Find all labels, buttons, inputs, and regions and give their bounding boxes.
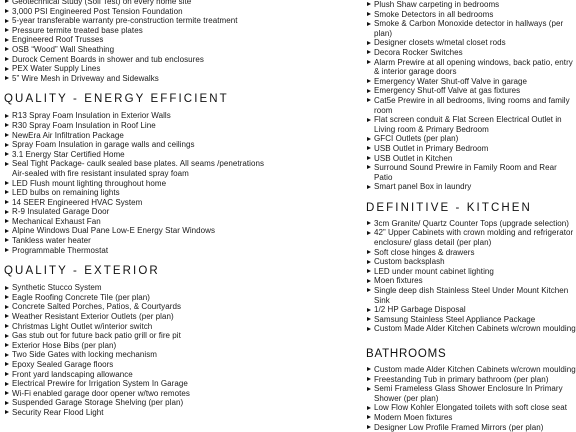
energy-efficient-list <box>4 111 274 255</box>
list-item: Front yard landscaping allowance <box>4 370 274 380</box>
energy-efficient-heading: QUALITY - ENERGY EFFICIENT <box>4 93 229 106</box>
list-item: OSB “Wood” Wall Sheathing <box>4 45 274 55</box>
list-item: Epoxy Sealed Garage floors <box>4 360 274 370</box>
list-item: Pressure termite treated base plates <box>4 26 274 36</box>
list-item: Alarm Prewire at all opening windows, back patio, entry & interior garage doors <box>366 58 576 77</box>
right-column <box>366 0 576 432</box>
list-item: Christmas Light Outlet w/interior switch <box>4 322 274 332</box>
list-item: Designer closets w/metal closet rods <box>366 38 576 48</box>
list-item: R30 Spray Foam Insulation in Roof Line <box>4 121 274 131</box>
list-item: Exterior Hose Bibs (per plan) <box>4 341 274 351</box>
list-item: 42” Upper Cabinets with crown molding and refrigerator enclosure/ glass detail (per plan) <box>366 228 576 247</box>
list-item: USB Outlet in Primary Bedroom <box>366 144 576 154</box>
list-item: Moen fixtures <box>366 276 576 286</box>
list-item: Emergency Water Shut-off Valve in garage <box>366 77 576 87</box>
list-item: PEX Water Supply Lines <box>4 64 274 74</box>
list-item: Security Rear Flood Light <box>4 408 274 418</box>
list-item: R13 Spray Foam Insulation in Exterior Walls <box>4 111 274 121</box>
list-item: Gas stub out for future back patio grill or fire pit <box>4 331 274 341</box>
list-item: Spray Foam Insulation in garage walls and ceilings <box>4 140 274 150</box>
list-item: Custom made Alder Kitchen Cabinets w/crown moulding <box>366 365 576 375</box>
list-item: Seal Tight Package- caulk sealed base plates. All seams /penetrations Air-sealed with fire resistant insulated spray foam <box>4 159 274 178</box>
list-item: 3,000 PSI Engineered Post Tension Foundation <box>4 7 274 17</box>
list-item: R-9 Insulated Garage Door <box>4 207 274 217</box>
list-item: Smoke & Carbon Monoxide detector in hallways (per plan) <box>366 19 576 38</box>
list-item: NewEra Air Infiltration Package <box>4 131 274 141</box>
list-item: Emergency Shut-off Valve at gas fixtures <box>366 86 576 96</box>
list-item: 3.1 Energy Star Certified Home <box>4 150 274 160</box>
bathrooms-heading: BATHROOMS <box>366 348 447 360</box>
list-item: Custom Made Alder Kitchen Cabinets w/crown moulding <box>366 324 576 334</box>
list-item: LED under mount cabinet lighting <box>366 267 576 277</box>
list-item: Low Flow Kohler Elongated toilets with soft close seat <box>366 403 576 413</box>
list-item: Smart panel Box in laundry <box>366 182 576 192</box>
list-item: GFCI Outlets (per plan) <box>366 134 576 144</box>
left-column <box>4 0 274 418</box>
list-item: Electrical Prewire for Irrigation System In Garage <box>4 379 274 389</box>
list-item: Cat5e Prewire in all bedrooms, living rooms and family room <box>366 96 576 115</box>
list-item: Decora Rocker Switches <box>366 48 576 58</box>
list-item: Custom backsplash <box>366 257 576 267</box>
list-item: Wi-Fi enabled garage door opener w/two remotes <box>4 389 274 399</box>
list-item: Samsung Stainless Steel Appliance Package <box>366 315 576 325</box>
list-item: Designer Low Profile Framed Mirrors (per plan) <box>366 423 576 432</box>
list-item: 3cm Granite/ Quartz Counter Tops (upgrade selection) <box>366 219 576 229</box>
list-item: Soft close hinges & drawers <box>366 248 576 258</box>
list-item: 14 SEER Engineered HVAC System <box>4 198 274 208</box>
list-item: Suspended Garage Storage Shelving (per plan) <box>4 398 274 408</box>
list-item: Two Side Gates with locking mechanism <box>4 350 274 360</box>
bathrooms-list <box>366 365 576 432</box>
list-item: Mechanical Exhaust Fan <box>4 217 274 227</box>
list-item: 5-year transferable warranty pre-construction termite treatment <box>4 16 274 26</box>
list-item: Alpine Windows Dual Pane Low-E Energy Star Windows <box>4 226 274 236</box>
intro-feature-list <box>4 0 274 83</box>
list-item: Tankless water heater <box>4 236 274 246</box>
list-item: Modern Moen fixtures <box>366 413 576 423</box>
list-item: Engineered Roof Trusses <box>4 35 274 45</box>
list-item: Geotechnical Study (Soil Test) on every home site <box>4 0 274 7</box>
list-item: Concrete Salted Porches, Patios, & Courtyards <box>4 302 274 312</box>
exterior-heading: QUALITY - EXTERIOR <box>4 265 160 278</box>
kitchen-heading: DEFINITIVE - KITCHEN <box>366 201 532 214</box>
list-item: 1/2 HP Garbage Disposal <box>366 305 576 315</box>
list-item: 5” Wire Mesh in Driveway and Sidewalks <box>4 74 274 84</box>
list-item: Single deep dish Stainless Steel Under Mount Kitchen Sink <box>366 286 576 305</box>
list-item: Smoke Detectors in all bedrooms <box>366 10 576 20</box>
kitchen-list <box>366 219 576 334</box>
interior-feature-list <box>366 0 576 192</box>
list-item: Plush Shaw carpeting in bedrooms <box>366 0 576 10</box>
list-item: Surround Sound Prewire in Family Room and Rear Patio <box>366 163 576 182</box>
exterior-list <box>4 283 274 417</box>
list-item: Freestanding Tub in primary bathroom (per plan) <box>366 375 576 385</box>
list-item: Programmable Thermostat <box>4 246 274 256</box>
list-item: Flat screen conduit & Flat Screen Electrical Outlet in Living room & Primary Bedroom <box>366 115 576 134</box>
list-item: LED Flush mount lighting throughout home <box>4 179 274 189</box>
list-item: Semi Frameless Glass Shower Enclosure In Primary Shower (per plan) <box>366 384 576 403</box>
list-item: Durock Cement Boards in shower and tub enclosures <box>4 55 274 65</box>
list-item: LED bulbs on remaining lights <box>4 188 274 198</box>
list-item: Eagle Roofing Concrete Tile (per plan) <box>4 293 274 303</box>
list-item: USB Outlet in Kitchen <box>366 154 576 164</box>
list-item: Weather Resistant Exterior Outlets (per plan) <box>4 312 274 322</box>
list-item: Synthetic Stucco System <box>4 283 274 293</box>
